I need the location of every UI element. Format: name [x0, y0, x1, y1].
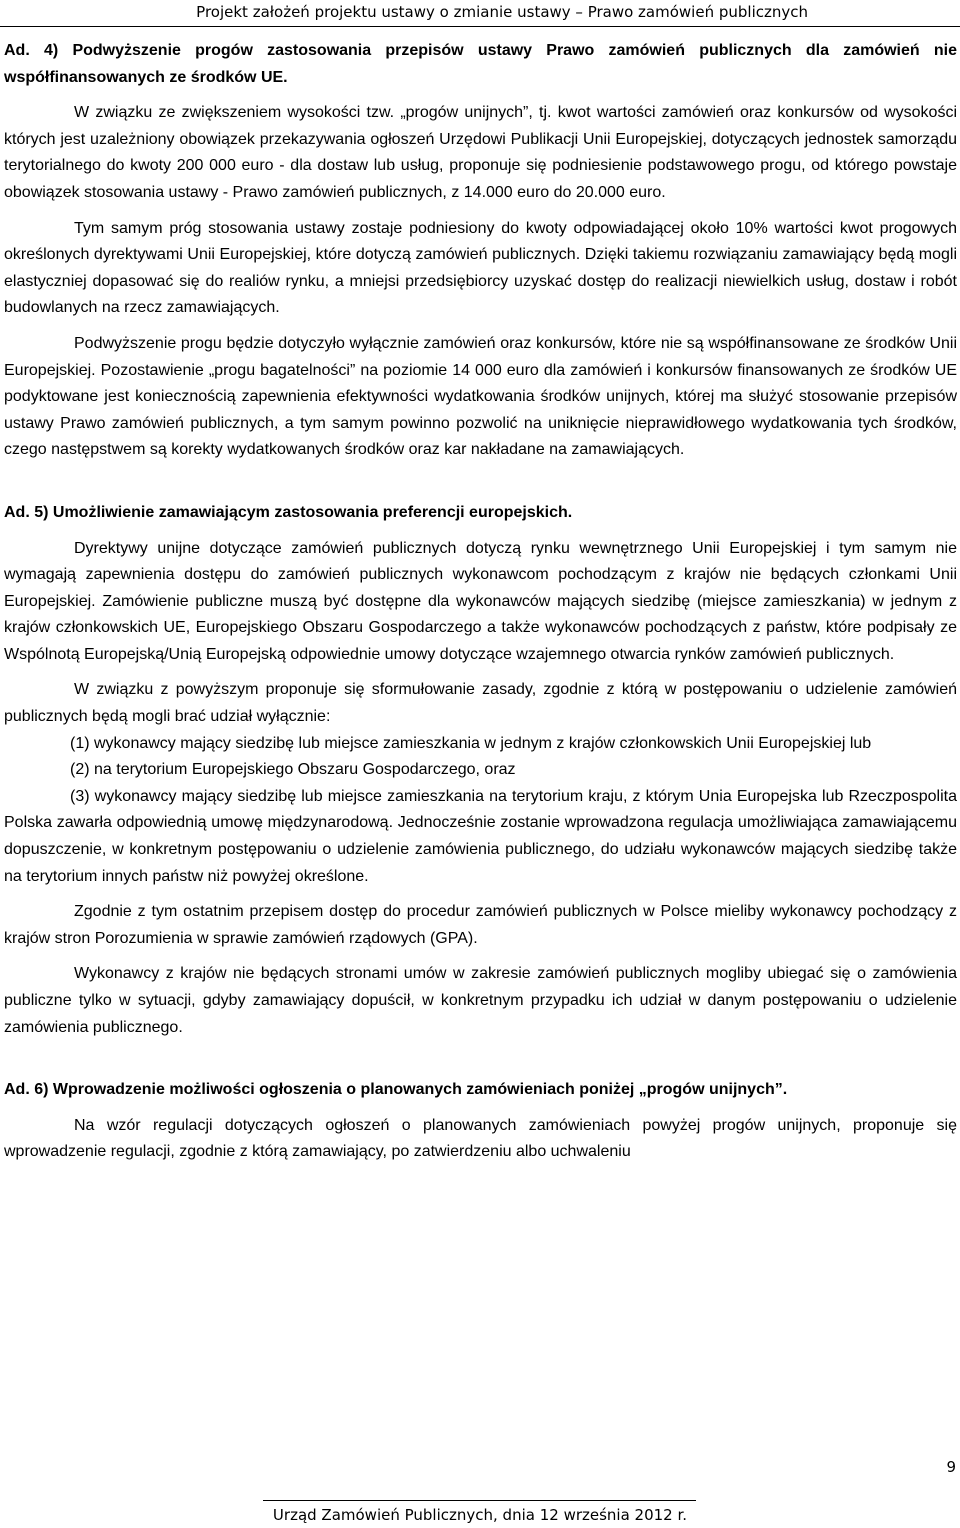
paragraph: Dyrektywy unijne dotyczące zamówień publicznych dotyczą rynku wewnętrznego Unii Europejskiej i tym samym nie wymagają zapewnienia dostępu do zamówień publicznych wykonawcom pochodzącym z krajów nie będących członkami Unii Europejskiej. Zamówienie publiczne muszą być dostępne dla wykonawców mających siedzibę (miejsce zamieszkania) w jednym z krajów członkowskich UE, Europejskiego Obszaru Gospodarczego a także wykonawców pochodzących z państw, które podpisały ze Wspólnotą Europejską/Unią Europejską odpowiednie umowy dotyczące wzajemnego otwarcia rynków zamówień publicznych.	[4, 539, 957, 663]
footer-divider	[263, 1500, 696, 1501]
paragraph: W związku z powyższym proponuje się sformułowanie zasady, zgodnie z którą w postępowaniu o udzielenie zamówień publicznych będą mogli brać udział wyłącznie:	[4, 681, 957, 726]
paragraph: Wykonawcy z krajów nie będących stronami umów w zakresie zamówień publicznych mogliby ubiegać się o zamówienia publiczne tylko w sytuacji, gdyby zamawiający dopuścił, w konkretnym przypadku ich udział w danym postępowaniu o udzielenie zamówienia publicznego.	[4, 965, 957, 1036]
header-divider	[0, 26, 960, 27]
list-item: (3) wykonawcy mający siedzibę lub miejsce zamieszkania na terytorium kraju, z którym Unia Europejska lub Rzeczpospolita Polska zawarła odpowiednią umowę międzynarodową. Jednocześnie zostanie wprowadzona regulacja umożliwiająca zamawiającemu dopuszczenie, w konkretnym postępowaniu o udzielenie zamówienia publicznego, do udziału wykonawców mających siedzibę także na terytorium innych państw niż powyżej określone.	[4, 787, 957, 885]
section-heading-ad6: Ad. 6) Wprowadzenie możliwości ogłoszenia o planowanych zamówieniach poniżej „progów unijnych”.	[4, 1081, 788, 1099]
document-body	[4, 38, 957, 1166]
list-item: (2) na terytorium Europejskiego Obszaru Gospodarczego, oraz	[70, 761, 516, 779]
section-heading-ad4: Ad. 4) Podwyższenie progów zastosowania przepisów ustawy Prawo zamówień publicznych dla zamówień nie współfinansowanych ze środków UE.	[4, 42, 957, 86]
page-header: Projekt założeń projektu ustawy o zmianie ustawy – Prawo zamówień publicznych	[196, 3, 808, 21]
list-item: (1) wykonawcy mający siedzibę lub miejsce zamieszkania w jednym z krajów członkowskich Unii Europejskiej lub	[70, 734, 872, 752]
paragraph: Na wzór regulacji dotyczących ogłoszeń o planowanych zamówieniach powyżej progów unijnych, proponuje się wprowadzenie regulacji, zgodnie z którą zamawiający, po zatwierdzeniu albo uchwaleniu	[4, 1116, 957, 1161]
section-heading-ad5: Ad. 5) Umożliwienie zamawiającym zastosowania preferencji europejskich.	[4, 503, 573, 521]
paragraph: Tym samym próg stosowania ustawy zostaje podniesiony do kwoty odpowiadającej około 10% wartości kwot progowych określonych dyrektywami Unii Europejskiej, które dotyczą zamówień publicznych. Dzięki takiemu rozwiązaniu zamawiający będą mogli elastyczniej dopasować się do realiów rynku, a mniejsi przedsiębiorcy uzyskać dostęp do realizacji niewielkich usług, dostaw i robót budowlanych na rzecz zamawiających.	[4, 219, 957, 317]
paragraph: Podwyższenie progu będzie dotyczyło wyłącznie zamówień oraz konkursów, które nie są współfinansowane ze środków Unii Europejskiej. Pozostawienie „progu bagatelności” na poziomie 14 000 euro dla zamówień i konkursów finansowanych ze środków UE podyktowane jest koniecznością zapewnienia efektywności wydatkowania środków unijnych, której ma służyć stosowanie przepisów ustawy Prawo zamówień publicznych, a tym samym powinno pozwolić na uniknięcie nieprawidłowego wydatkowania tych środków, czego następstwem są korekty wydatkowanych środków oraz kar nakładane na zamawiających.	[4, 334, 957, 459]
paragraph: Zgodnie z tym ostatnim przepisem dostęp do procedur zamówień publicznych w Polsce mieliby wykonawcy pochodzący z krajów stron Porozumienia w sprawie zamówień rządowych (GPA).	[4, 903, 957, 947]
paragraph: W związku ze zwiększeniem wysokości tzw. „progów unijnych”, tj. kwot wartości zamówień oraz konkursów od wysokości których jest uzależniony obowiązek przekazywania ogłoszeń Urzędowi Publikacji Unii Europejskiej, dotyczących jednostek samorządu terytorialnego do kwoty 200 000 euro - dla dostaw lub usług, proponuje się podniesienie podstawowego progu, od którego powstaje obowiązek stosowania ustawy - Prawo zamówień publicznych, z 14.000 euro do 20.000 euro.	[4, 104, 957, 201]
page-footer: Urząd Zamówień Publicznych, dnia 12 września 2012 r.	[272, 1506, 688, 1524]
page-number: 9	[946, 1458, 956, 1476]
